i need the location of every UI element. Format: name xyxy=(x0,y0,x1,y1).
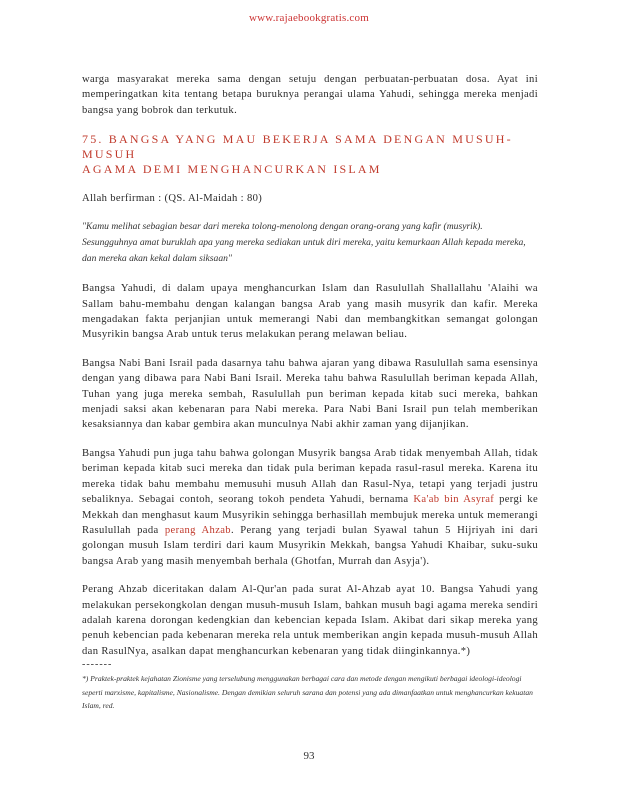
header-website-link[interactable]: www.rajaebookgratis.com xyxy=(249,12,369,24)
paragraph-3-text-c: . Perang yang terjadi bulan Syawal tahun 5 Hijriyah ini dari golongan musuh Islam terdiri dari kaum Musyrikin Mekkah, bangsa Yahudi Khaibar, suku-suku bangsa Arab yang masih menyembah berhala (Ghotfan, Murrah dan Asyja'). xyxy=(82,524,538,567)
page-number: 93 xyxy=(303,750,315,762)
section-title-line-2: AGAMA DEMI MENGHANCURKAN ISLAM xyxy=(82,162,382,177)
section-title xyxy=(82,132,538,177)
paragraph-3-text-a: Bangsa Yahudi pun juga tahu bahwa golongan Musyrik bangsa Arab tidak menyembah Allah, tidak beriman kepada kitab suci mereka dan tidak pula beriman kepada rasul-rasul mereka. Karena itu mereka tidak bahu membahu memusuhi musuh Allah dan Rasul-Nya, tetapi yang terjadi justru sebaliknya. Sebagai contoh, seorang tokoh pendeta Yahudi, bernama xyxy=(82,447,538,506)
paragraph-2: Bangsa Nabi Bani Israil pada dasarnya tahu bahwa ajaran yang dibawa Rasulullah sama esensinya dengan yang dibawa para Nabi Bani Israil. Mereka tahu bahwa Rasulullah beriman kepada Allah, Tuhan yang juga mereka sembah, Rasulullah pun beriman kepada kitab suci mereka, bahkan menjadi saksi akan kebenaran para Nabi mereka. Para Nabi Bani Israil pun telah memberikan kesaksiannya dan kabar gembira akan munculnya Nabi akhir zaman yang dijanjikan. xyxy=(82,357,538,431)
page-content xyxy=(82,72,538,713)
section-title-line-1: 75. BANGSA YANG MAU BEKERJA SAMA DENGAN MUSUH-MUSUH xyxy=(82,132,513,162)
highlight-perang-ahzab: perang Ahzab xyxy=(164,524,231,536)
verse-citation: Allah berfirman : (QS. Al-Maidah : 80) xyxy=(82,193,263,205)
paragraph-3 xyxy=(82,446,538,569)
highlight-kaab-bin-asyraf: Ka'ab bin Asyraf xyxy=(413,494,495,506)
footnote-text: *) Praktek-praktek kejahatan Zionisme yang terselubung menggunakan berbagai cara dan metode dengan mengikuti berbagai ideologi-ideologi seperti marxisme, kapitalisme, Nasionalisme. Dengan demikian seluruh sarana dan potensi yang ada dimanfaatkan untuk menghancurkan kekuatan Islam, red. xyxy=(82,674,533,711)
paragraph-4: Perang Ahzab diceritakan dalam Al-Qur'an pada surat Al-Ahzab ayat 10. Bangsa Yahudi yang melakukan persekongkolan dengan musuh-musuh Islam, bahkan musuh bagi agama mereka sendiri adalah karena dorongan kedengkian dan kebencian kepada Islam. Akibat dari sikap mereka yang penuh kebencian pada kebenaran mereka rela untuk memberikan angin kepada musuh-musuh Allah dan RasulNya, asalkan dapat menghancurkan kebenaran yang tidak diinginkannya.*) xyxy=(82,584,538,657)
verse-quote: "Kamu melihat sebagian besar dari mereka tolong-menolong dengan orang-orang yang kafir (musyrik). Sesungguhnya amat buruklah apa yang mereka sediakan untuk diri mereka, yaitu kemurkaan Allah kepada mereka, dan mereka akan kekal dalam siksaan" xyxy=(82,220,526,265)
intro-paragraph: warga masyarakat mereka sama dengan setuju dengan perbuatan-perbuatan dosa. Ayat ini memperingatkan kita tentang betapa buruknya perangai ulama Yahudi, sehingga mereka menjadi bangsa yang bobrok dan terkutuk. xyxy=(82,74,538,116)
paragraph-1: Bangsa Yahudi, di dalam upaya menghancurkan Islam dan Rasulullah Shallallahu 'Alaihi wa Sallam bahu-membahu dengan kalangan bangsa Arab yang masih musyrik dan kafir. Mereka mengadakan fakta perjanjian untuk memerangi Nabi dan membangkitkan semangat golongan Musyrikin bangsa Arab untuk terus melakukan perang melawan beliau. xyxy=(82,283,538,341)
footnote-separator: ------- xyxy=(82,659,113,671)
paragraph-3-text-b: pergi ke Mekkah dan menghasut kaum Musyrikin sehingga berhasillah membujuk mereka untuk memerangi Rasulullah pada xyxy=(82,494,538,536)
